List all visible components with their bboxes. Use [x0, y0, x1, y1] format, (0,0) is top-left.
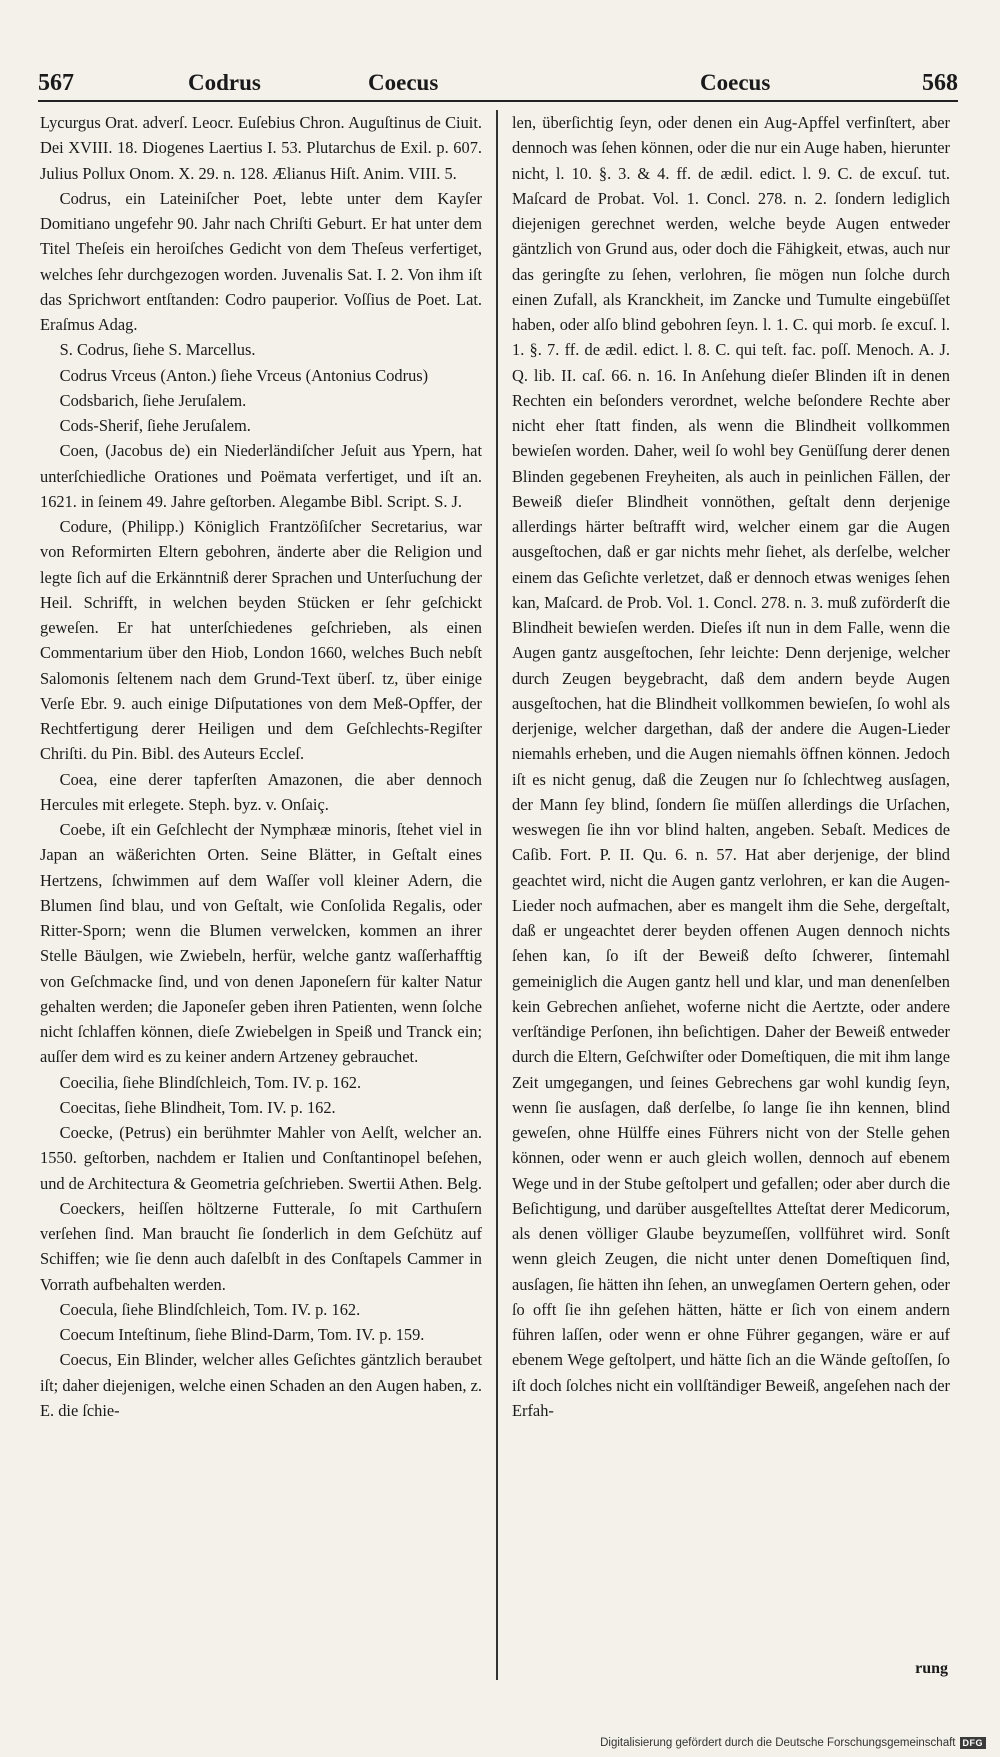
entry-codrus: Codrus, ein Lateiniſcher Poet, lebte unter dem Kayſer Domitiano ungefehr 90. Jahr nach Chriſti Geburt. Er hat unter dem Titel Theſeis ein heroiſches Gedicht von dem Theſeus verfertiget, welches ſehr durchgezogen worden. Juvenalis Sat. I. 2. Von ihm iſt das Sprichwort entſtanden: Codro pauperior. Voſſius de Poet. Lat. Eraſmus Adag.: [40, 188, 482, 334]
entry-cods-sherif: Cods-Sherif, ſiehe Jeruſalem.: [59, 416, 251, 435]
entry-coen: Coen, (Jacobus de) ein Niederländiſcher Jeſuit aus Ypern, hat unterſchiedliche Orationes und Poëmata verfertiget, und iſt an. 1621. in ſeinem 49. Jahre geſtorben. Alegambe Bibl. Script. S. J.: [40, 441, 482, 511]
digitization-footer: [600, 1737, 986, 1749]
entry-s-codrus: S. Codrus, ſiehe S. Marcellus.: [59, 340, 256, 360]
entry-continuation: Lycurgus Orat. adverſ. Leocr. Euſebius Chron. Auguſtinus de Ciuit. Dei XVIII. 18. Diogenes Laertius I. 53. Plutarchus de Exil. p. 607. Julius Pollux Onom. X. 29. n. 128. Ælianus Hiſt. Anim. VIII. 5.: [40, 113, 482, 183]
entry-codsbarich: Codsbarich, ſiehe Jeruſalem.: [59, 390, 247, 410]
catchword: rung: [915, 1660, 948, 1677]
page-number-left: 567: [38, 70, 74, 96]
entry-coecula: Coecula, ſiehe Blindſchleich, Tom. IV. p. 162.: [59, 1299, 361, 1319]
entry-coecum-intestinum: Coecum Inteſtinum, ſiehe Blind-Darm, Tom. IV. p. 159.: [59, 1325, 425, 1344]
left-text-column: [40, 110, 482, 1423]
header-rule: [38, 100, 958, 102]
footer-text: Digitalisierung gefördert durch die Deutsche Forschungsgemeinschaft: [600, 1737, 956, 1749]
entry-coecke: Coecke, (Petrus) ein berühmter Mahler von Aelſt, welcher an. 1550. geſtorben, nachdem er Italien und Conſtantinopel beſehen, und de Architectura & Geometria geſchrieben. Swertii Athen. Belg.: [40, 1123, 482, 1193]
entry-coebe: Coebe, iſt ein Geſchlecht der Nymphææ minoris, ſtehet viel in Japan an wäßerichten Orten. Seine Blätter, in Geſtalt eines Hertzens, ſchwimmen auf dem Waſſer voll kleiner Adern, die Blumen ſind blau, und von Geſtalt, wie Conſolida Regalis, oder Ritter-Sporn; wenn die Blumen verwelcken, kommen an ihrer Stelle Bäulgen, wie Zwiebeln, herfür, welche gantz waſſerhafftig von Geſchmacke ſind, und von denen Japoneſern für kalter Natur gehalten werden; die Japoneſer geben ihren Patienten, wenn ſolche nicht ſchlaffen können, dieſe Zwiebelgen in Speiß und Tranck ein; auſſer dem wird es zu keiner andern Artzeney gebrauchet.: [40, 820, 482, 1067]
page-number-right: 568: [922, 70, 958, 96]
entry-coea: Coea, eine derer tapferſten Amazonen, die aber dennoch Hercules mit erlegete. Steph. byz. v. Onſaiç.: [40, 769, 482, 814]
entry-coeckers: Coeckers, heiſſen höltzerne Futterale, ſo mit Carthuſern verſehen ſind. Man braucht ſie ſonderlich in dem Geſchütz auf Schiffen; wie ſie denn auch daſelbſt in des Conſtapels Cammer in Vorrath aufbehalten werden.: [40, 1198, 482, 1294]
header-keyword-right: Coecus: [700, 70, 771, 95]
running-header: [38, 70, 958, 110]
column-divider: [496, 110, 498, 1680]
header-keyword-left-1: Codrus: [188, 70, 261, 95]
entry-coecus-continuation: len, überſichtig ſeyn, oder denen ein Aug-Apffel verfinſtert, aber dennoch was ſehen können, oder die nur ein Auge haben, hierunter nicht, l. 10. §. 3. & 4. ff. de ædil. edict. l. 9. C. de excuſ. tut. Maſcard de Probat. Vol. 1. Concl. 278. n. 2. ſondern lediglich diejenigen gerechnet werden, welche beyde Augen entweder gäntzlich von Grund aus, oder doch die Fähigkeit, etwas, auch nur das geringſte zu ſehen, verlohren, ſie mögen nun ſolche durch einen Zufall, als Kranckheit, im Zancke und Tumulte eingebüſſet haben, oder alſo blind gebohren ſeyn. l. 1. C. qui morb. ſe excuſ. l. 1. §. 7. ff. de ædil. edict. l. 8. C. qui teſt. fac. poſſ. Menoch. A. J. Q. lib. II. caſ. 66. n. 16. In Anſehung dieſer Blinden iſt in denen Rechten ein beſonders verordnet, welche beſondere Rechte aber nicht eher ſtatt finden, als wenn die Blindheit vollkommen bewieſen worden. Daher, weil ſo wohl bey Genüſſung derer denen Blinden gegebenen Freyheiten, als auch in peinlichen Fällen, der Beweiß dieſer Blindheit vonnöthen, geſtalt denn derjenige allerdings härter beſtrafft wird, welcher einem gar die Augen ausgeſtochen, daß er gar nichts mehr ſiehet, als derſelbe, welcher einem das Geſichte verletzet, daß er dennoch etwas weniges ſehen kan, Maſcard. de Prob. Vol. 1. Concl. 278. n. 3. muß zuförderſt die Blindheit bewieſen werden. Dieſes iſt nun in dem Falle, wenn die Augen gantz ausgeſtochen, ſehr leichte: Denn derjenige, welcher durch Zeugen beygebracht, daß dem andern beyde Augen ausgeſtochen, hat die Blindheit vollkommen bewieſen, ſo wohl als derjenige, welcher dargethan, daß der andere die Augen-Lieder niemahls erheben, und die Augen niemahls öffnen können. Jedoch iſt es nicht genug, daß die Zeugen nur ſo ſchlechtweg ausſagen, der Mann ſey blind, ſondern ſie müſſen allerdings die Urſachen, weswegen ſie ihn vor blind halten, angeben. Sebaſt. Medices de Caſib. Fort. P. II. Qu. 6. n. 57. Hat aber derjenige, der blind geachtet wird, nicht die Augen gantz verlohren, er kan die Augen-Lieder noch aufmachen, aber es mangelt ihm die Sehe, dergeſtalt, daß er ungeachtet derer beyden offenen Augen dennoch nichts ſehen kan, ſo iſt der Beweiß deſto ſchwerer, ſintemahl gemeiniglich die Augen gantz hell und klar, und man denenſelben kein Gebrechen anſiehet, woferne nicht die Aertzte, oder andere verſtändige Perſonen, ihn beſichtigen. Daher der Beweiß entweder durch die Eltern, Geſchwiſter oder Domeſtiquen, die mit ihm lange Zeit umgegangen, und ſeines Gebrechens gar wohl kundig ſeyn, wenn ſie ausſagen, daß derſelbe, ſo lange ſie ihn kennen, blind geweſen, ohne Hülffe eines Führers nicht von der Stelle gehen können, oder wenn er auch gleich wollen, dennoch auf ebenem Wege und in der Stube geſtolpert und gefallen; oder aber durch die Beſichtigung, und darüber ausgeſtelltes Atteſtat derer Medicorum, als denen völliger Glaube beyzumeſſen, vollführet wird. Sonſt wenn gleich Zeugen, die nicht unter denen Domeſtiquen ſind, ausſagen, ſie hätten ihn ſehen, an unwegſamen Oertern gehen, oder ſo offt ſie ihn geſehen hätten, hätte er ſich von einem andern führen laſſen, oder wenn er ohne Führer gegangen, wäre er auf ebenem Wege geſtolpert, und hätte ſich an die Wände geſtoſſen, ſo iſt doch ſolches nicht ein vollſtändiger Beweiß, angeſehen nach der Erfah-: [512, 113, 950, 1420]
entry-coecitas: Coecitas, ſiehe Blindheit, Tom. IV. p. 162.: [59, 1097, 336, 1117]
entry-codure: Codure, (Philipp.) Königlich Frantzöſiſcher Secretarius, war von Reformirten Eltern gebohren, änderte aber die Religion und legte ſich auf die Erkänntniß derer Sprachen und Unterſuchung der Heil. Schrifft, in welchen beyden Stücken er ſehr geſchickt geweſen. Er hat unterſchiedenes geſchrieben, als einen Commentarium über den Hiob, London 1660, welches Buch nebſt Salomonis ſeltenem nach dem Grund-Text überſ. tz, über einige Verſe Ebr. 9. auch einige Diſputationes von dem Meß-Opffer, der Rechtfertigung derer Heiligen und dem Geſchlechts-Regiſter Chriſti. du Pin. Bibl. des Auteurs Eccleſ.: [40, 517, 482, 764]
entry-codrus-vrceus: Codrus Vrceus (Anton.) ſiehe Vrceus (Antonius Codrus): [59, 365, 429, 385]
entry-coecilia: Coecilia, ſiehe Blindſchleich, Tom. IV. p. 162.: [59, 1072, 362, 1092]
entry-coecus: Coecus, Ein Blinder, welcher alles Geſichtes gäntzlich beraubet iſt; daher diejenigen, welche einen Schaden an den Augen haben, z. E. die ſchie-: [40, 1350, 482, 1420]
dfg-logo: DFG: [960, 1737, 987, 1749]
header-keyword-left-2: Coecus: [368, 70, 439, 95]
right-text-column: [512, 110, 950, 1423]
